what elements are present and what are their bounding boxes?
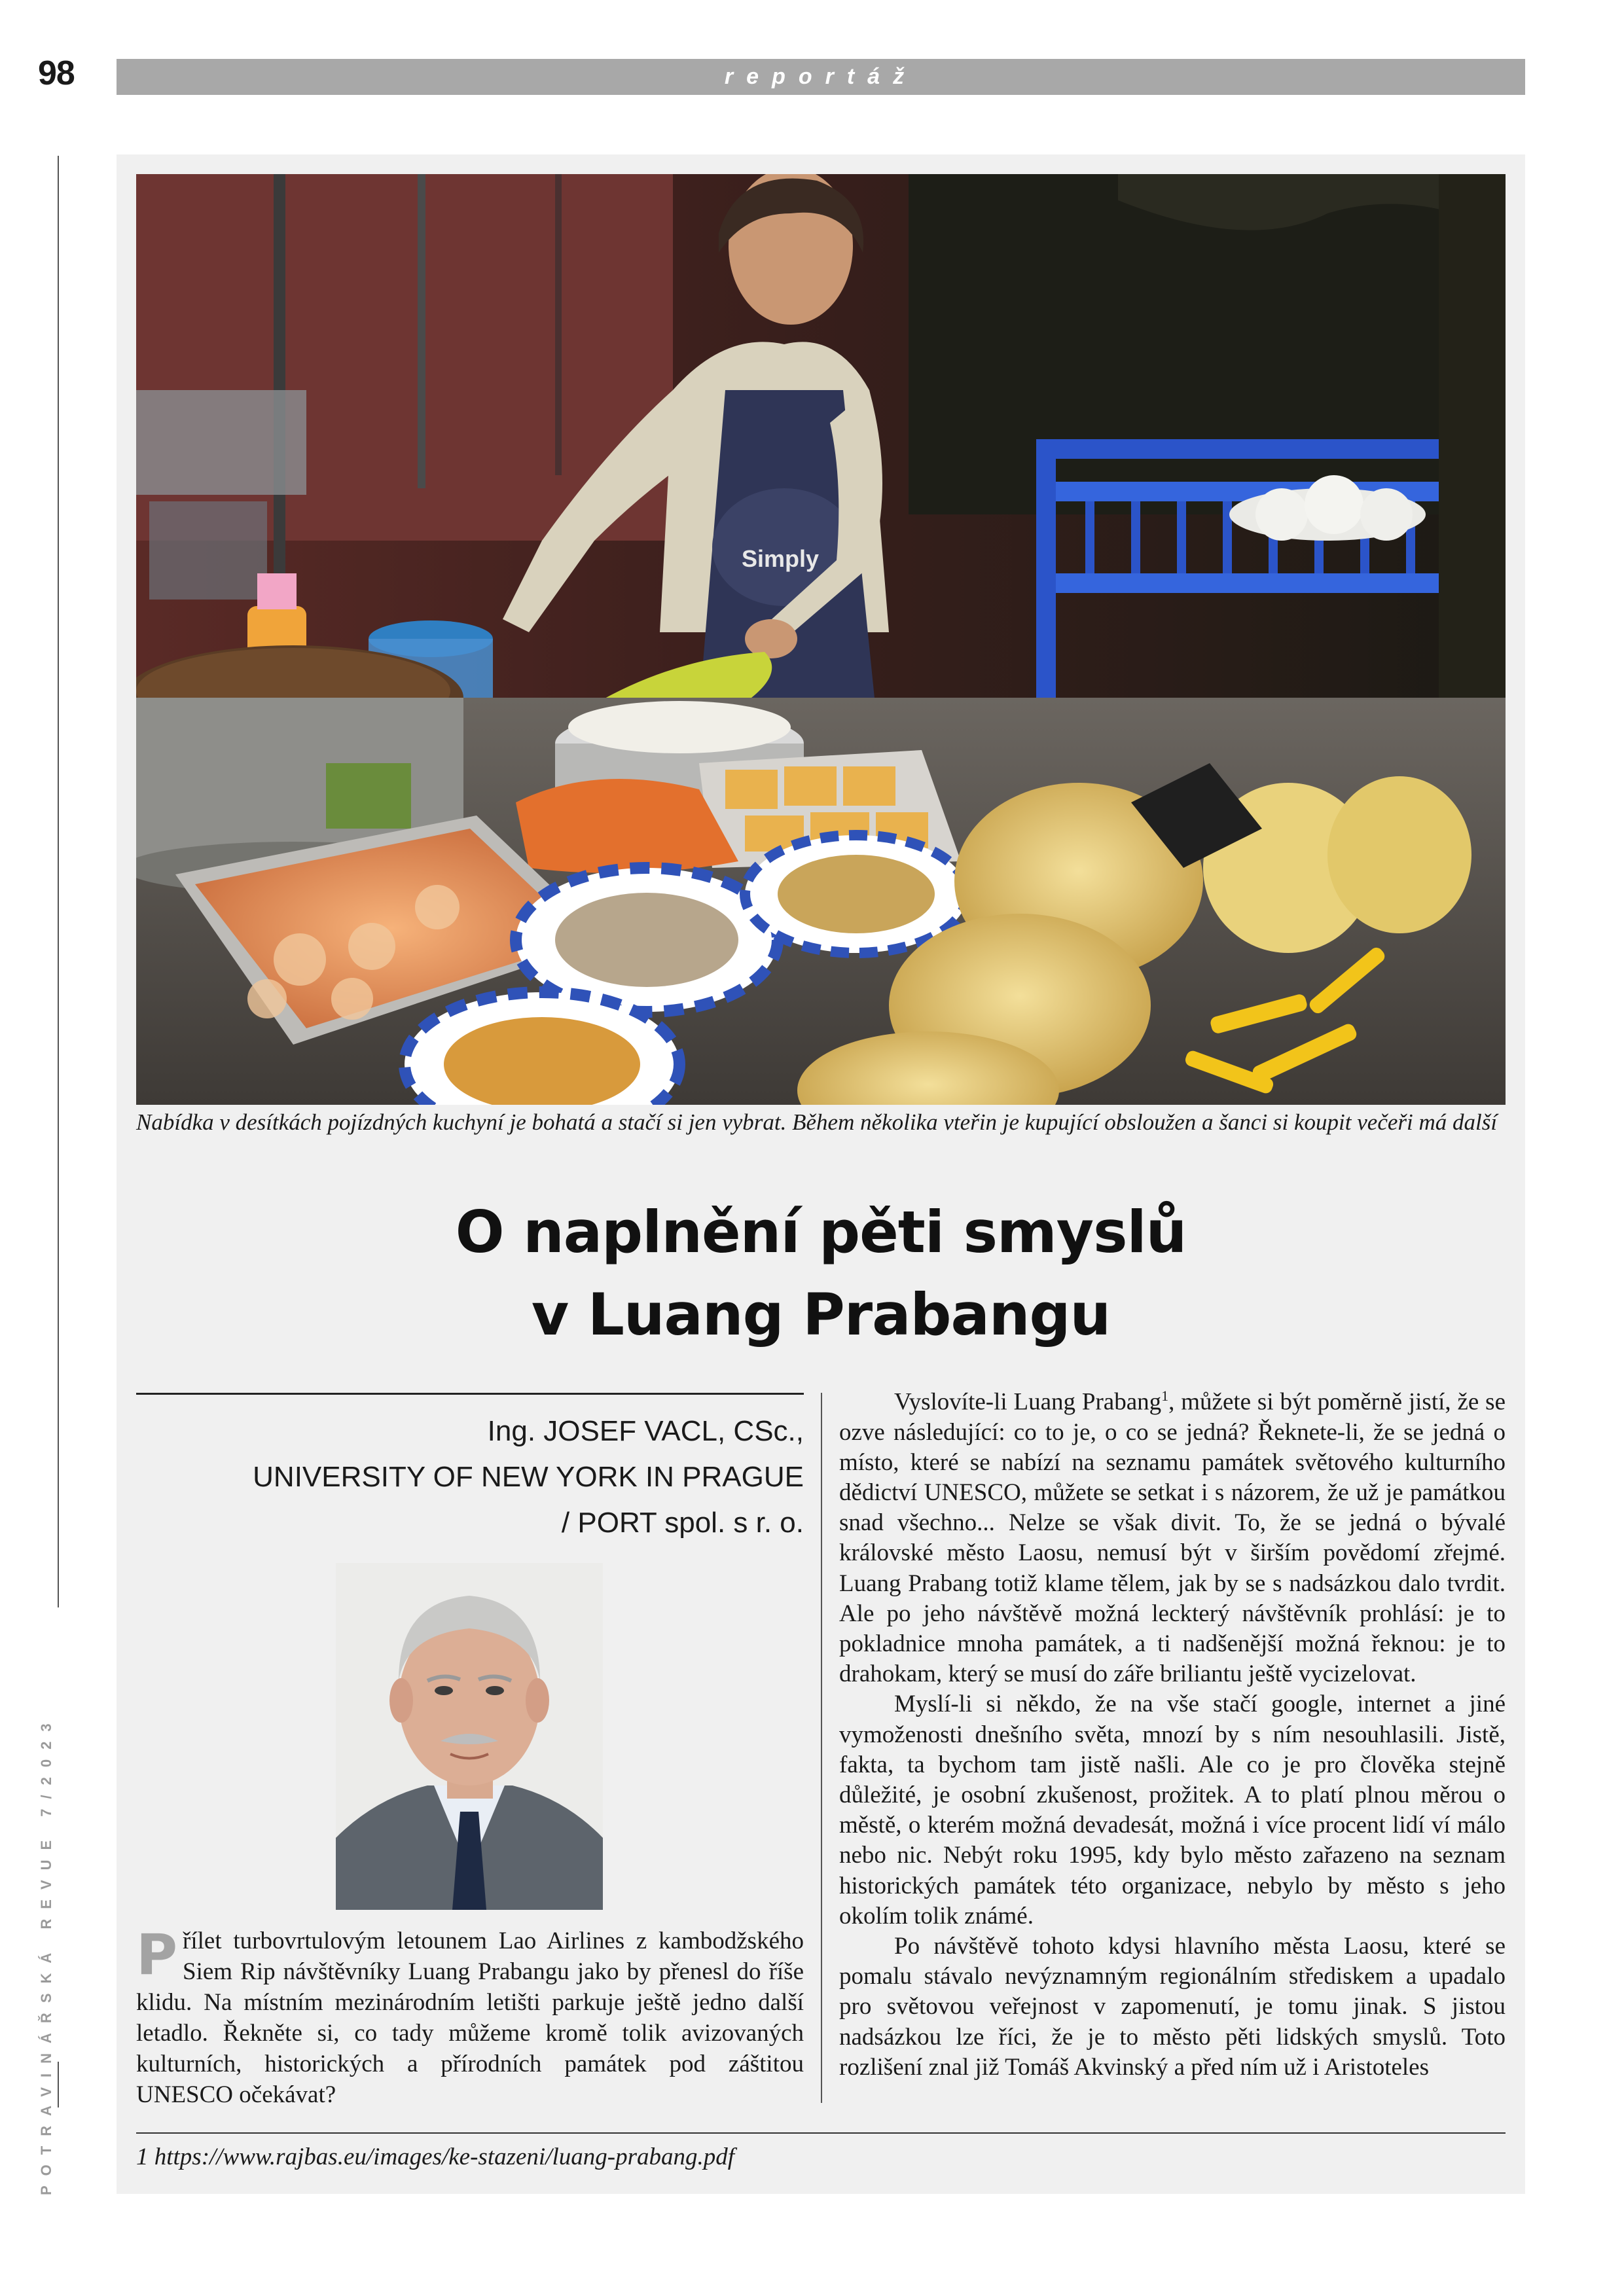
headline-line-2: v Luang Prabangu	[531, 1281, 1111, 1348]
body-paragraph-3: Po návštěvě tohoto kdysi hlavního města Laosu, které se pomalu stávalo nevýznamným regionálním střediskem a upadalo pro světovou veřejnost v zapomenutí, je tomu jinak. S jistou nadsázkou lze říci, že je to město pěti lidských smyslů. Toto rozlišení znal již Tomáš Akvinský a před ním už i Aristoteles	[839, 1932, 1506, 2081]
section-header-bar: reportáž	[117, 59, 1525, 95]
photo-caption: Nabídka v desítkách pojízdných kuchyní je bohatá a stačí si jen vybrat. Během několika vteřin je kupující obsloužen a šanci si koupit večeři má další	[136, 1109, 1498, 1135]
author-company: / PORT spol. s r. o.	[561, 1507, 804, 1539]
intro-text: řílet turbovrtulovým letounem Lao Airlines z kambodžského Siem Rip návštěvníky Luang Prabangu jako by přenesl do říše klidu. Na místním mezinárodním letišti parkuje ještě jedno další letadlo. Řekněte si, co tady můžeme kromě tolik avizovaných kulturních, historických a přírodních památek pod záštitou UNESCO očekávat?	[136, 1928, 804, 2108]
side-rule-bottom	[58, 2062, 59, 2108]
footnote-rule	[136, 2132, 1506, 2134]
body-paragraph-2: Myslí-li si někdo, že na vše stačí google, internet a jiné vymoženosti dnešního světa, mnozí by s ním nesouhlasili. Jistě, fakta, ta bychom tam jistě našli. Ale co je pro člověka stejně důležité, je osobní zkušenost, prožitek. A to platí plnou měrou o městě, o kterém možná devadesát, možná i více procent lidí ví málo nebo nic. Nebýt roku 1995, kdy bylo město zařazeno na seznam historických památek této organizace, nebylo by město s jeho okolím tolik známé.	[839, 1691, 1506, 1929]
street-food-photo	[136, 174, 1506, 1105]
body-column	[839, 1381, 1506, 2083]
author-name: Ing. JOSEF VACL, CSc.,	[487, 1415, 804, 1447]
headline-line-1: O naplnění pěti smyslů	[455, 1198, 1187, 1266]
author-block	[136, 1408, 804, 1546]
side-rule	[58, 156, 59, 1607]
footnote-ref: 1	[1161, 1388, 1169, 1404]
intro-paragraph	[136, 1922, 804, 2110]
footnote: 1 https://www.rajbas.eu/images/ke-stazeni/luang-prabang.pdf	[136, 2144, 735, 2170]
apron-logo-text: Simply	[742, 545, 820, 572]
column-divider	[821, 1393, 822, 2103]
author-portrait	[336, 1563, 603, 1910]
article-headline	[136, 1191, 1506, 1356]
author-rule	[136, 1393, 804, 1395]
magazine-issue-label: POTRAVINÁŘSKÁ REVUE 7/2023	[38, 1713, 54, 2195]
author-affiliation: UNIVERSITY OF NEW YORK IN PRAGUE	[253, 1461, 804, 1493]
body-paragraph-1: Vyslovíte-li Luang Prabang$^1$, můžete si být poměrně jistí, že se ozve následující: co to je, o co se jedná? Řeknete-li, že se jedná o místo, které se nabízí na seznamu památek světového kulturního dědictví UNESCO, můžete se setkat i s názorem, že už je památkou snad všechno... Nelze se však divit. To, že se jedná o bývalé královské město Laosu, nemusí být v širším povědomí zřejmé. Luang Prabang totiž klame tělem, jak by se s nadsázkou dalo tvrdit. Ale po jeho návštěvě možná leckterý návštěvník prohlásí: je to pokladnice mnoha památek, a ti nadšenější možná řeknou: je to drahokam, který se musí do záře briliantu ještě vycizelovat.	[839, 1388, 1506, 1688]
dropcap: P	[136, 1922, 178, 1988]
page-number: 98	[38, 54, 75, 92]
